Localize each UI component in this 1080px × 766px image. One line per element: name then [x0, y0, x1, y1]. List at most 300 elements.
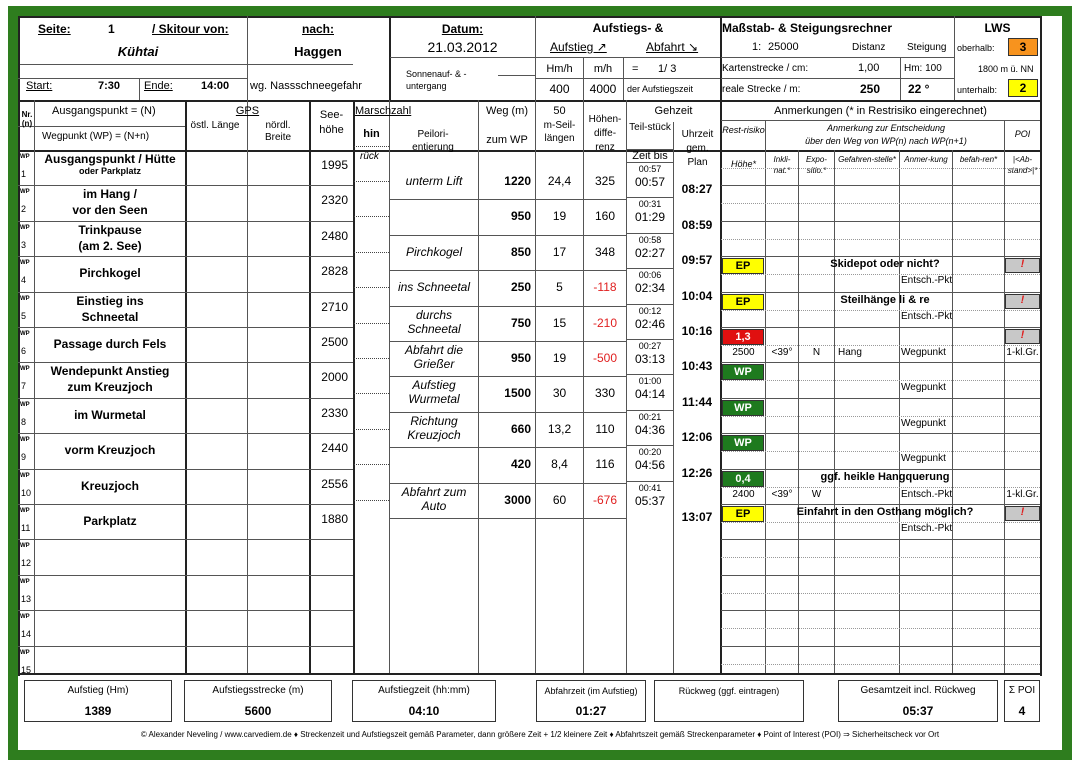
hohendiff-value: 325 — [594, 174, 616, 188]
teil-divider — [627, 304, 673, 305]
note-expo: N — [812, 347, 821, 358]
col-gefahren: Gefahren-stelle* — [838, 155, 896, 164]
col-wegpunkt: Wegpunkt (WP) = (N+n) — [42, 131, 150, 142]
marsch-dotted — [354, 500, 389, 501]
weg-value[interactable]: 850 — [510, 244, 531, 259]
teilstuck-value: 00:41 — [638, 482, 662, 493]
note-subline — [721, 203, 1040, 204]
seil-value: 15 — [552, 315, 567, 330]
wp-tag: WP — [20, 508, 30, 514]
seite-value[interactable]: 1 — [108, 22, 115, 36]
sonnen-label: Sonnenauf- & -untergang — [406, 69, 467, 91]
col-restrisiko: Rest-risiko — [722, 125, 765, 135]
mh-value[interactable]: 4000 — [589, 82, 617, 96]
table-bottom — [18, 673, 1040, 675]
zeitbis-value: 04:56 — [634, 458, 666, 473]
note-skidepot[interactable]: Skidepot oder nicht? — [830, 258, 940, 271]
lws-title: LWS — [984, 21, 1011, 35]
teil-divider — [627, 162, 673, 163]
wp-badge[interactable]: WP — [722, 400, 764, 416]
teilstuck-value: 00:57 — [638, 164, 662, 174]
note-subline — [721, 593, 1040, 594]
marsch-dotted — [354, 323, 389, 324]
uhrzeit-value: 13:07 — [681, 510, 713, 524]
risk-badge[interactable]: 1,3 — [722, 329, 764, 345]
uhrzeit-value: 09:57 — [681, 253, 713, 268]
note-entsch: Entsch.-Pkt — [901, 275, 953, 287]
wp-number: 14 — [21, 629, 32, 640]
weg-value[interactable]: 750 — [510, 315, 531, 330]
seil-value: 24,4 — [547, 174, 572, 188]
seehohe-value[interactable]: 2710 — [321, 299, 348, 314]
scale-value[interactable]: 25000 — [768, 41, 799, 53]
seil-value: 60 — [552, 492, 567, 507]
zeitbis-value: 04:14 — [634, 387, 666, 402]
summary-poi-label: Σ POI — [1008, 685, 1036, 696]
seehohe-value[interactable]: 2330 — [321, 405, 348, 420]
wp-badge[interactable]: WP — [722, 435, 764, 451]
col-nordl: nördl. Breite — [264, 120, 292, 143]
wp-number: 9 — [21, 452, 27, 463]
segment-divider — [389, 199, 626, 200]
summary-poi — [1004, 680, 1040, 722]
seil-value: 19 — [552, 351, 567, 365]
teil-divider — [627, 445, 673, 446]
segment-divider — [389, 483, 626, 484]
marsch-dotted — [354, 252, 389, 253]
wp-number: 2 — [21, 204, 27, 215]
seehohe-value[interactable]: 1995 — [321, 158, 348, 172]
row-divider — [18, 185, 353, 186]
zeitbis-value: 01:29 — [634, 210, 666, 225]
row-divider — [18, 539, 353, 540]
teil-divider — [627, 410, 673, 411]
note-divider — [721, 539, 1040, 540]
col-ruck: rück — [360, 151, 379, 162]
summary-aufstieg-value: 1389 — [84, 704, 112, 718]
note-subline — [721, 487, 1040, 488]
marsch-dotted — [354, 358, 389, 359]
uhrzeit-value: 10:16 — [681, 324, 713, 338]
row-divider — [18, 256, 353, 257]
col-befahren: befah-ren* — [959, 155, 998, 164]
row-divider — [18, 433, 353, 434]
summary-strecke — [184, 680, 332, 722]
wp-number: 6 — [21, 346, 27, 356]
wp-tag: WP — [20, 260, 30, 267]
note-heikle[interactable]: ggf. heikle Hangquerung — [820, 470, 950, 483]
wp-badge[interactable]: WP — [722, 364, 764, 380]
col-seil50: 50 — [553, 105, 566, 117]
note-divider — [721, 327, 1040, 328]
datum-label: Datum: — [441, 22, 484, 36]
seil-value: 19 — [552, 209, 567, 224]
marsch-dotted — [354, 181, 389, 182]
seil-value: 5 — [556, 280, 563, 295]
wp-number: 13 — [21, 593, 32, 604]
row-divider — [18, 575, 353, 576]
uhrzeit-value: 11:44 — [681, 394, 713, 409]
wp-tag: WP — [20, 224, 30, 231]
marsch-dotted — [354, 464, 389, 465]
teilstuck-value: 01:00 — [638, 376, 662, 387]
hohendiff-value: 110 — [595, 421, 615, 436]
note-subline — [721, 380, 1040, 381]
note-subline — [721, 416, 1040, 417]
seehohe-value[interactable]: 2320 — [321, 193, 348, 208]
peil-text[interactable]: Pirchkogel — [405, 244, 463, 259]
wp-number: 3 — [21, 239, 27, 250]
waypoint-name[interactable]: Kreuzjoch — [80, 478, 139, 493]
note-osthang[interactable]: Einfahrt in den Osthang möglich? — [796, 506, 974, 518]
seil-value: 17 — [552, 244, 567, 259]
seehohe-value[interactable]: 1880 — [321, 512, 348, 526]
aufstieg-link[interactable]: Aufstieg ↗ — [550, 40, 607, 54]
col-peil: Peilori-entierung — [412, 129, 454, 153]
ep-badge[interactable]: EP — [722, 258, 764, 274]
note-inkl: <39° — [771, 488, 793, 500]
waypoint-name-sub[interactable]: zum Kreuzjoch — [67, 380, 153, 395]
col-gps: GPS — [235, 105, 260, 117]
note-expo: W — [811, 488, 822, 500]
ratio-eq: = — [632, 63, 639, 75]
summary-gesamt — [838, 680, 998, 722]
col-hin: hin — [363, 128, 380, 140]
note-subline — [721, 345, 1040, 346]
zeitbis-value: 03:13 — [634, 352, 666, 366]
seehohe-value[interactable]: 2480 — [321, 228, 348, 243]
note-divider — [721, 221, 1040, 222]
note-entsch: Entsch.-Pkt — [901, 523, 953, 534]
peil-text[interactable]: durchs Schneetal — [407, 307, 461, 336]
peil-text[interactable]: Abfahrt die Grießer — [404, 343, 464, 371]
ep-badge[interactable]: EP — [722, 294, 764, 310]
segment-divider — [389, 376, 626, 377]
col-hohendiff: Höhen-diffe-renz — [588, 114, 622, 153]
datum-value[interactable]: 21.03.2012 — [427, 39, 498, 55]
col-zeitbis: Zeit bis — [632, 150, 668, 162]
summary-strecke-label: Aufstiegsstrecke (m) — [212, 685, 304, 696]
weg-value[interactable]: 250 — [510, 280, 531, 295]
uhrzeit-value: 10:04 — [681, 288, 713, 303]
col-zumwp: zum WP — [486, 134, 528, 146]
segment-divider — [389, 412, 626, 413]
hohendiff-value: -676 — [592, 492, 618, 507]
seehohe-value[interactable]: 2556 — [321, 476, 348, 491]
col-ausgangspunkt: Ausgangspunkt = (N) — [52, 105, 156, 117]
row-divider — [18, 362, 353, 363]
teilstuck-value: 00:06 — [638, 270, 662, 281]
wp-tag: WP — [20, 154, 30, 160]
note-divider — [721, 646, 1040, 647]
nach-label: nach: — [301, 22, 334, 36]
summary-strecke-value: 5600 — [244, 704, 272, 718]
reale-value[interactable]: 250 — [860, 82, 881, 96]
poi-exclaim: ! — [1020, 258, 1025, 271]
waypoint-name[interactable]: Passage durch Fels — [53, 337, 167, 351]
poi-exclaim: ! — [1020, 506, 1025, 518]
uhrzeit-value: 08:27 — [681, 182, 713, 197]
row-divider — [18, 646, 353, 647]
seehohe-value[interactable]: 2440 — [321, 441, 348, 456]
wg-text: wg. Nassschneegefahr — [250, 80, 362, 92]
ende-label: Ende: — [144, 80, 173, 92]
ratio-value[interactable]: 1/ 3 — [658, 63, 677, 75]
waypoint-name[interactable]: Pirchkogel — [79, 266, 141, 281]
skitour-from[interactable]: Kühtai — [117, 44, 159, 59]
seil-value: 13,2 — [547, 421, 572, 436]
note-divider — [721, 610, 1040, 611]
teil-divider — [627, 374, 673, 375]
note-hohe: 2500 — [732, 347, 755, 358]
col-anm-entsch: Anmerkung zur Entscheidung — [826, 123, 946, 133]
grad-value[interactable]: 22 ° — [908, 82, 930, 96]
oberhalb-value: 3 — [1019, 40, 1027, 54]
risk-badge[interactable]: 0,4 — [722, 471, 764, 487]
teilstuck-value: 00:27 — [638, 341, 662, 351]
wp-tag: WP — [20, 366, 30, 373]
zeitbis-value: 05:37 — [634, 493, 666, 508]
col-abstand: |<Ab-stand>|* — [1007, 155, 1038, 175]
weg-value[interactable]: 950 — [510, 351, 531, 365]
col-seehohe: See-höhe — [319, 109, 344, 136]
hmh-value[interactable]: 400 — [549, 82, 570, 96]
col-anm-weg: über den Weg von WP(n) nach WP(n+1) — [805, 136, 967, 146]
waypoint-name-sub[interactable]: Schneetal — [81, 309, 139, 324]
waypoint-name[interactable]: Einstieg ins — [76, 293, 144, 308]
weg-value[interactable]: 950 — [510, 209, 531, 224]
uhrzeit-value: 12:06 — [681, 430, 713, 445]
poi-exclaim: ! — [1020, 293, 1025, 306]
summary-zeit-label: Aufstiegzeit (hh:mm) — [378, 685, 470, 696]
col-nr: Nr. (n) — [21, 110, 33, 128]
wp-tag: WP — [20, 189, 30, 196]
peil-text[interactable]: Abfahrt zum Auto — [401, 484, 467, 513]
marsch-dotted — [354, 393, 389, 394]
marsch-dotted — [354, 429, 389, 430]
wp-tag: WP — [20, 472, 30, 479]
hohendiff-value: 116 — [595, 457, 615, 472]
waypoint-name-sub[interactable]: (am 2. See) — [78, 238, 142, 253]
peil-text[interactable]: ins Schneetal — [397, 280, 471, 295]
waypoint-name-sub[interactable]: oder Parkplatz — [78, 166, 142, 176]
hohendiff-value: 348 — [594, 244, 616, 259]
wp-tag: WP — [20, 543, 30, 550]
col-teilstuck: Teil-stück — [629, 122, 671, 133]
teil-divider — [627, 233, 673, 234]
note-subline — [721, 239, 1040, 240]
weg-value[interactable]: 660 — [510, 421, 531, 436]
summary-gesamt-value: 05:37 — [902, 704, 934, 718]
skitour-label: / Skitour von: — [152, 22, 229, 36]
row-divider — [18, 469, 353, 470]
wp-tag: WP — [20, 437, 30, 444]
note-gefahren: Hang — [838, 347, 862, 358]
peil-text[interactable]: Richtung Kreuzjoch — [407, 413, 461, 442]
note-wegpunkt: Wegpunkt — [901, 347, 946, 358]
waypoint-name[interactable]: vorm Kreuzjoch — [64, 443, 156, 458]
scale-prefix: 1: — [752, 41, 762, 53]
wp-number: 5 — [21, 310, 27, 321]
teil-divider — [627, 268, 673, 269]
seehohe-value[interactable]: 2000 — [321, 370, 348, 385]
summary-abfahrt — [536, 680, 646, 722]
zeitbis-value: 02:27 — [634, 245, 666, 260]
note-subline — [721, 168, 1040, 169]
hm-label[interactable]: Hm: 100 — [904, 63, 942, 74]
nach-value[interactable]: Haggen — [294, 44, 342, 59]
note-subline — [721, 451, 1040, 452]
row-divider — [18, 292, 353, 293]
seite-label: Seite: — [38, 22, 71, 36]
mh-label: m/h — [593, 63, 613, 75]
karten-value[interactable]: 1,00 — [858, 62, 880, 74]
wp-number: 8 — [21, 416, 27, 427]
summary-abfahrt-value: 01:27 — [575, 704, 607, 718]
note-poi: 1-kl.Gr. — [1006, 488, 1039, 500]
col-inkl: Inkli-nat.* — [773, 155, 791, 175]
summary-gesamt-label: Gesamtzeit incl. Rückweg — [860, 685, 976, 696]
teil-divider — [627, 339, 673, 340]
uhrzeit-value: 10:43 — [681, 359, 713, 374]
wp-tag: WP — [20, 401, 30, 408]
note-hohe: 2400 — [732, 488, 755, 500]
summary-aufstieg — [24, 680, 172, 722]
marsch-dotted — [354, 287, 389, 288]
note-entsch: Entsch.-Pkt — [901, 310, 953, 322]
note-divider — [721, 575, 1040, 576]
teilstuck-value: 00:12 — [638, 305, 662, 316]
note-divider — [721, 433, 1040, 434]
abfahrt-link[interactable]: Abfahrt ↘ — [646, 40, 699, 54]
lws-oberhalb-box[interactable] — [1008, 38, 1038, 56]
seehohe-value[interactable]: 2828 — [321, 264, 348, 279]
zeitbis-value: 00:57 — [634, 175, 666, 189]
note-wegpunkt: Wegpunkt — [901, 417, 946, 429]
note-poi: 1-kl.Gr. — [1006, 347, 1039, 358]
weg-value[interactable]: 420 — [510, 457, 531, 472]
col-ostl: östl. Länge — [190, 120, 240, 131]
col-gehzeit: Gehzeit — [654, 105, 693, 117]
seehohe-value[interactable]: 2500 — [321, 335, 348, 349]
col-marschzahl: Marschzahl — [355, 105, 412, 117]
summary-aufstieg-label: Aufstieg (Hm) — [67, 685, 129, 696]
row-divider — [18, 327, 353, 328]
segment-divider — [389, 306, 626, 307]
summary-zeit — [352, 680, 496, 722]
summary-ruckweg-label: Rückweg (ggf. eintragen) — [678, 686, 780, 696]
row-divider — [18, 610, 353, 611]
note-entsch: Entsch.-Pkt — [901, 488, 953, 500]
note-wegpunkt: Wegpunkt — [901, 382, 946, 394]
wp-number: 10 — [21, 487, 32, 498]
seil-value: 30 — [552, 386, 567, 401]
summary-ruckweg[interactable] — [654, 680, 804, 722]
teil-divider — [627, 481, 673, 482]
waypoint-name[interactable]: Ausgangspunkt / Hütte — [44, 152, 176, 166]
hohendiff-value: -500 — [592, 351, 618, 365]
wp-number: 7 — [21, 381, 27, 392]
teilstuck-value: 00:20 — [638, 447, 662, 458]
ep-badge[interactable]: EP — [722, 506, 764, 522]
reale-label: reale Strecke / m: — [722, 84, 801, 95]
oberhalb-label: oberhalb: — [957, 43, 995, 53]
waypoint-name[interactable]: Parkplatz — [83, 514, 137, 528]
note-inkl: <39° — [771, 347, 793, 358]
teilstuck-value: 00:58 — [638, 234, 662, 245]
karten-label: Kartenstrecke / cm: — [722, 63, 809, 74]
note-wegpunkt: Wegpunkt — [901, 453, 946, 465]
poi-exclaim: ! — [1020, 329, 1025, 341]
note-divider — [721, 256, 1040, 257]
teil-divider — [627, 197, 673, 198]
hmh-label: Hm/h — [546, 63, 573, 75]
wp-number: 11 — [21, 523, 31, 533]
waypoint-name[interactable]: im Hang / — [82, 187, 137, 202]
wp-tag: WP — [20, 614, 30, 621]
segment-divider — [389, 447, 626, 448]
note-subline — [721, 628, 1040, 629]
waypoint-name[interactable]: Trinkpause — [78, 222, 142, 237]
note-steilhaenge[interactable]: Steilhänge li & re — [840, 293, 930, 306]
waypoint-name[interactable]: Wendepunkt Anstieg — [50, 364, 170, 379]
wp-tag: WP — [20, 578, 30, 585]
waypoint-name-sub[interactable]: vor den Seen — [72, 203, 148, 218]
uhrzeit-value: 08:59 — [681, 217, 713, 232]
note-subline — [721, 557, 1040, 558]
wp-number: 4 — [21, 275, 27, 286]
zeitbis-value: 04:36 — [634, 422, 666, 437]
segment-divider — [389, 341, 626, 342]
start-label: Start: — [26, 80, 53, 92]
col-anmerkungen: Anmerkungen (* in Restrisiko eingerechnet) — [774, 105, 987, 117]
lws-unterhalb-box[interactable] — [1008, 79, 1038, 97]
col-expo: Expo-sitio.* — [806, 155, 827, 175]
zeitbis-value: 02:46 — [634, 316, 666, 331]
weg-value[interactable]: 1500 — [504, 386, 531, 401]
hohendiff-value: 160 — [594, 209, 616, 224]
note-divider — [721, 292, 1040, 293]
note-divider — [721, 362, 1040, 363]
row-divider — [18, 221, 353, 222]
ende-value[interactable]: 14:00 — [201, 80, 230, 92]
tour-planning-sheet — [18, 16, 1062, 750]
hohendiff-value: -118 — [593, 280, 617, 295]
wp-tag: WP — [20, 331, 30, 337]
peil-text[interactable]: Aufstieg Wurmetal — [408, 378, 460, 407]
unterhalb-label: unterhalb: — [957, 85, 998, 95]
col-hohe: Höhe* — [730, 159, 757, 169]
summary-zeit-value: 04:10 — [408, 704, 440, 718]
note-subline — [721, 310, 1040, 311]
note-divider — [721, 398, 1040, 399]
seil-value: 8,4 — [551, 457, 568, 472]
wp-tag: WP — [20, 649, 30, 656]
nn-text: 1800 m ü. NN — [978, 64, 1034, 74]
peil-text[interactable]: unterm Lift — [405, 174, 463, 188]
hohendiff-value: -210 — [592, 315, 618, 330]
waypoint-name[interactable]: im Wurmetal — [74, 407, 146, 422]
start-value[interactable]: 7:30 — [98, 80, 121, 92]
unterhalb-value: 2 — [1019, 81, 1027, 95]
segment-divider — [389, 235, 626, 236]
teilstuck-value: 00:21 — [638, 411, 662, 422]
summary-poi-value: 4 — [1018, 704, 1026, 718]
weg-value[interactable]: 3000 — [504, 492, 531, 507]
weg-value[interactable]: 1220 — [504, 174, 531, 188]
uhrzeit-value: 12:26 — [681, 465, 713, 480]
wp-tag: WP — [20, 295, 30, 302]
